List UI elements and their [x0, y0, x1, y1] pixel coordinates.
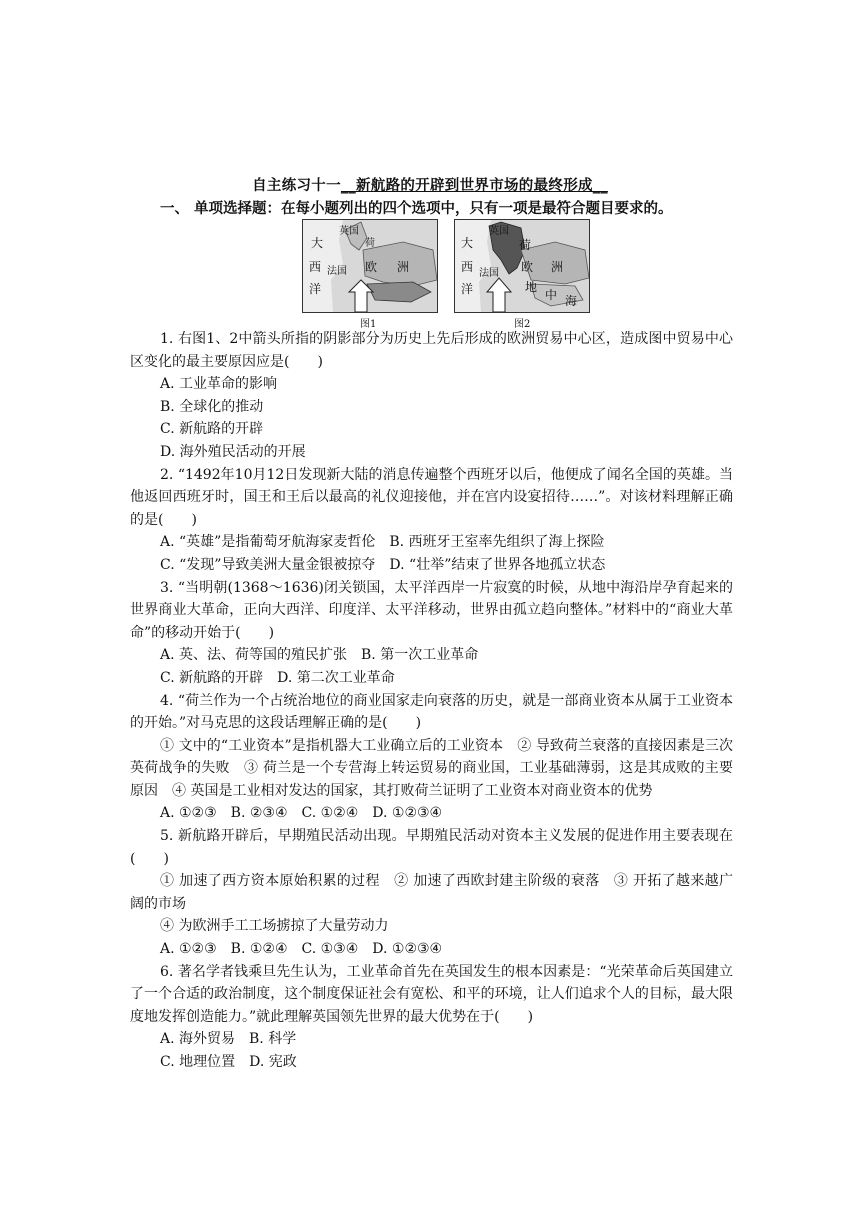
map-1: [302, 219, 438, 313]
map-1-caption: 图1: [360, 319, 377, 330]
question-3-stem: 3. “当明朝(1368～1636)闭关锁国，太平洋西岸一片寂寞的时候，从地中海沿岸孕育起来的世界商业大革命，正向大西洋、印度洋、太平洋移动，世界由孤立趋向整体。”材料中的“商业大革命”的移动开始于( ): [130, 579, 733, 641]
map-1-label-england: 英国: [339, 226, 359, 237]
map-2-label-di: 地: [525, 280, 538, 294]
maps-figure: [302, 219, 592, 331]
title-prefix: 自主练习十一: [252, 177, 341, 194]
question-3-options-ab: A. 英、法、荷等国的殖民扩张 B. 第一次工业革命: [160, 647, 479, 664]
map-1-label-france: 法国: [327, 266, 347, 277]
title-main: __新航路的开辟到世界市场的最终形成__: [340, 177, 608, 194]
map-2-caption: 图2: [514, 319, 531, 330]
question-2-options-cd: C. “发现”导致美洲大量金银被掠夺 D. “壮举”结束了世界各地孤立状态: [160, 556, 606, 573]
map-2-label-ou: 欧: [521, 260, 534, 274]
map-2-label-xi: 西: [461, 260, 474, 274]
question-5-stem: 5. 新航路开辟后，早期殖民活动出现。早期殖民活动对资本主义发展的促进作用主要表现在( ): [130, 828, 733, 867]
question-6-options-cd: C. 地理位置 D. 宪政: [160, 1054, 297, 1070]
question-3-options-cd: C. 新航路的开辟 D. 第二次工业革命: [160, 669, 395, 686]
map-1-label-da: 大: [311, 236, 324, 250]
map-1-label-holland: 荷: [365, 238, 375, 249]
map-2-label-da: 大: [461, 236, 474, 250]
questions-list: [130, 328, 733, 1074]
question-2-options-ab: A. “英雄”是指葡萄牙航海家麦哲伦 B. 西班牙王室率先组织了海上探险: [160, 534, 605, 551]
map-2-label-england: 英国: [489, 226, 509, 237]
question-6-options-ab: A. 海外贸易 B. 科学: [160, 1031, 297, 1048]
question-1-option-a: A. 工业革命的影响: [160, 376, 278, 393]
map-2-label-yang: 洋: [461, 282, 474, 296]
question-5-options: A. ①②③ B. ①②④ C. ①③④ D. ①②③④: [160, 941, 443, 958]
question-4-options: A. ①②③ B. ②③④ C. ①②④ D. ①②③④: [160, 805, 443, 822]
question-5-statement-4: ④ 为欧洲手工工场掳掠了大量劳动力: [160, 918, 389, 935]
question-2-stem: 2. “1492年10月12日发现新大陆的消息传遍整个西班牙以后，他便成了闻名全国的英雄。当他返回西班牙时，国王和王后以最高的礼仪迎接他，并在宫内设宴招待……”。对该材料理解正确的是( ): [130, 466, 733, 528]
question-5-statements: ① 加速了西方资本原始积累的过程 ② 加速了西欧封建主阶级的衰落 ③ 开拓了越来越广阔的市场: [130, 873, 733, 912]
map-2-label-france: 法国: [479, 268, 499, 279]
question-4-statements: ① 文中的“工业资本”是指机器大工业确立后的工业资本 ② 导致荷兰衰落的直接因素是三次英荷战争的失败 ③ 荷兰是一个专营海上转运贸易的商业国，工业基础薄弱，这是其成败的主要原因 ④ 英国是工业相对发达的国家，其打败荷兰证明了工业资本对商业资本的优势: [130, 737, 733, 799]
question-1-option-d: D. 海外殖民活动的开展: [160, 443, 306, 460]
question-1-stem: 1. 右图1、2中箭头所指的阴影部分为历史上先后形成的欧洲贸易中心区，造成图中贸易中心区变化的最主要原因应是( ): [130, 331, 733, 370]
map-1-label-yang: 洋: [309, 282, 322, 296]
question-6-stem: 6. 著名学者钱乘旦先生认为，工业革命首先在英国发生的根本因素是：“光荣革命后英国建立了一个合适的政治制度，这个制度保证社会有宽松、和平的环境，让人们追求个人的目标，最大限度地发挥创造能力。”就此理解英国领先世界的最大优势在于( ): [130, 963, 733, 1025]
question-4-stem: 4. “荷兰作为一个占统治地位的商业国家走向衰落的历史，就是一部商业资本从属于工业资本的开始。”对马克思的这段话理解正确的是( ): [130, 692, 733, 732]
map-2-label-zhou: 洲: [551, 260, 564, 274]
page-title: [0, 174, 860, 195]
question-1-option-b: B. 全球化的推动: [160, 398, 264, 415]
question-1-option-c: C. 新航路的开辟: [160, 421, 264, 438]
map-2: [454, 219, 590, 313]
map-1-label-ou: 欧: [365, 260, 378, 274]
map-2-label-hai: 海: [565, 294, 578, 308]
map-2-label-zhong: 中: [545, 288, 558, 302]
section-heading: 一、 单项选择题：在每小题列出的四个选项中，只有一项是最符合题目要求的。: [160, 200, 673, 217]
map-1-label-zhou: 洲: [397, 260, 410, 274]
map-2-label-holland: 荷: [519, 238, 532, 252]
map-1-label-xi: 西: [309, 260, 322, 274]
